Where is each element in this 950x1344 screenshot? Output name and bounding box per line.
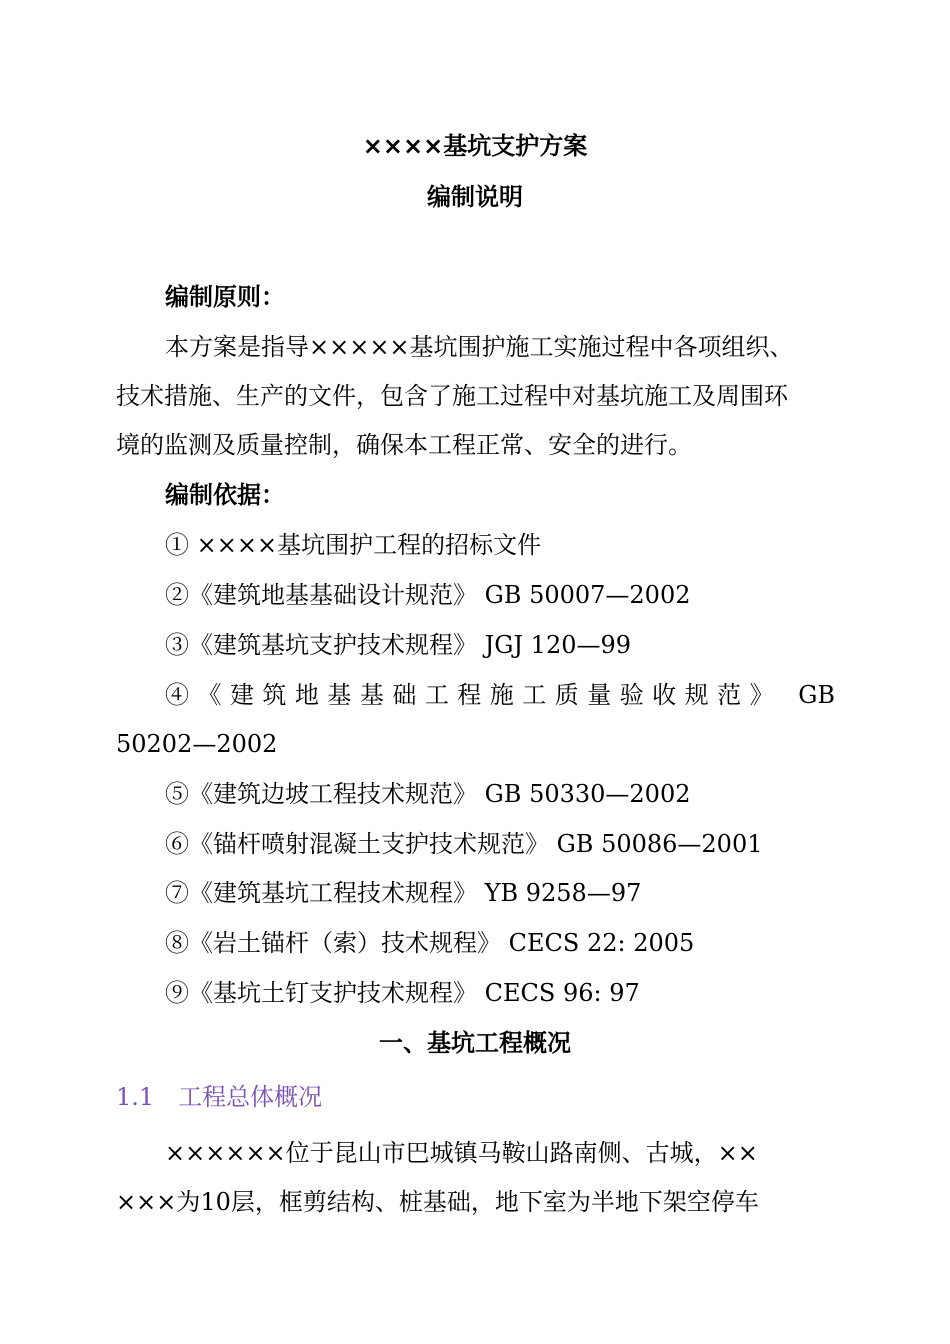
basis-item: ⑦《建筑基坑工程技术规程》 YB 9258—97 [165, 879, 642, 907]
principle-line: 技术措施、生产的文件，包含了施工过程中对基坑施工及周围环 [116, 382, 788, 410]
basis-item: ⑨《基坑土钉支护技术规程》 CECS 96: 97 [165, 979, 640, 1007]
basis-item: ① ××××基坑围护工程的招标文件 [165, 531, 542, 559]
overview-line: ××××××位于昆山市巴城镇马鞍山路南侧、古城，×× [165, 1139, 758, 1167]
section-heading: 一、基坑工程概况 [379, 1029, 571, 1057]
document-subtitle: 编制说明 [427, 183, 523, 211]
principle-heading: 编制原则： [165, 283, 285, 311]
basis-item: ⑧《岩土锚杆（索）技术规程》 CECS 22: 2005 [165, 929, 695, 957]
basis-heading: 编制依据： [165, 481, 285, 509]
principle-line: 本方案是指导×××××基坑围护施工实施过程中各项组织、 [165, 333, 794, 361]
overview-line: ×××为10层，框剪结构、桩基础，地下室为半地下架空停车 [116, 1188, 759, 1216]
document-title: ××××基坑支护方案 [362, 132, 588, 160]
basis-item: ④《建筑地基基础工程施工质量验收规范》 GB [165, 681, 835, 709]
basis-item: ⑤《建筑边坡工程技术规范》 GB 50330—2002 [165, 780, 691, 808]
principle-line: 境的监测及质量控制，确保本工程正常、安全的进行。 [116, 431, 692, 459]
basis-item-continuation: 50202—2002 [116, 730, 278, 758]
basis-item: ③《建筑基坑支护技术规程》 JGJ 120—99 [165, 631, 632, 659]
subsection-heading: 1.1 工程总体概况 [116, 1083, 323, 1111]
basis-item: ⑥《锚杆喷射混凝土支护技术规范》 GB 50086—2001 [165, 830, 763, 858]
basis-item: ②《建筑地基基础设计规范》 GB 50007—2002 [165, 581, 691, 609]
